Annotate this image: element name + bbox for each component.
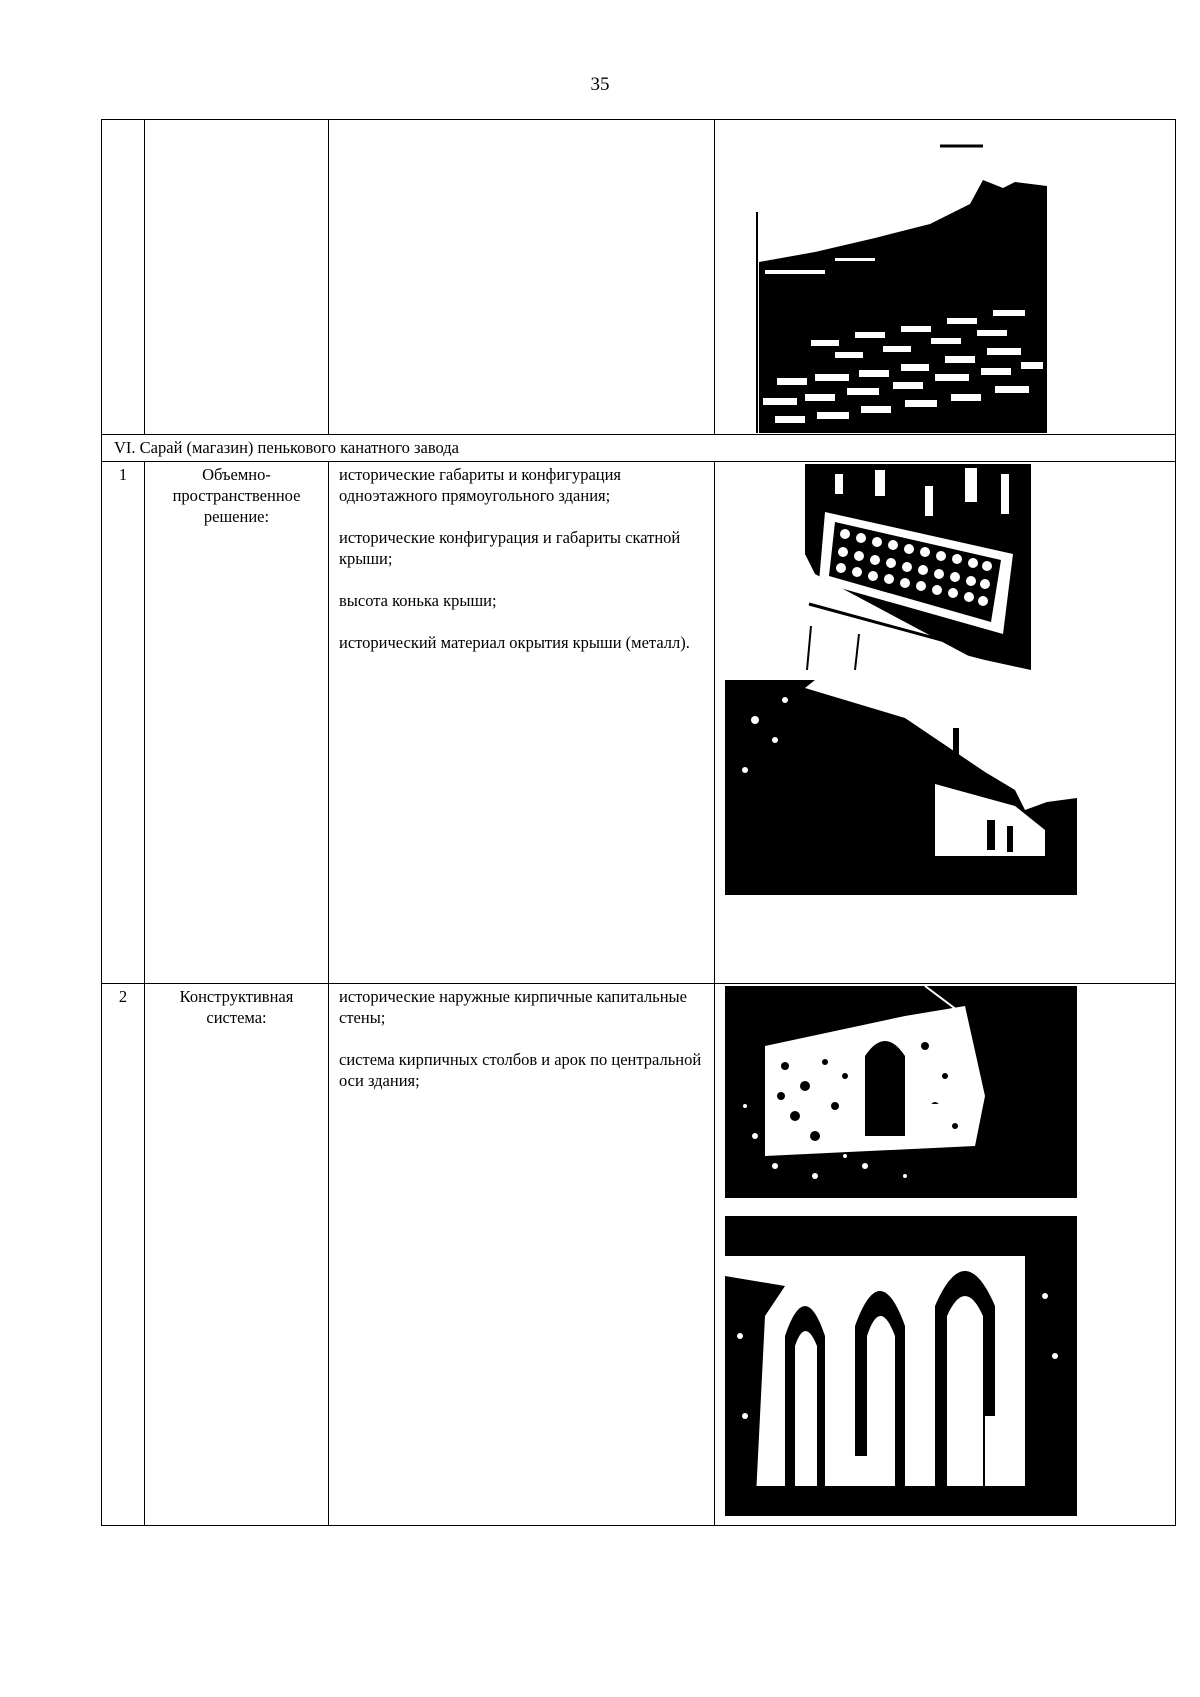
element-name: Конструктивная система: [145, 984, 329, 1526]
table-row [102, 462, 1176, 984]
photo-brick-wall-arch [725, 986, 1077, 1198]
list-item: исторические наружные кирпичные капитальные стены; [339, 987, 687, 1027]
element-name: Объемно- пространственное решение: [145, 462, 329, 984]
row-number: 1 [102, 462, 145, 984]
section-header-row [102, 435, 1176, 462]
continuation-desc-cell [329, 120, 715, 435]
section-title: VI. Сарай (магазин) пенькового канатного завода [102, 435, 1176, 462]
continuation-photo-cell [715, 120, 1176, 435]
list-item: высота конька крыши; [339, 591, 497, 610]
photo-cell [715, 984, 1176, 1526]
page-number: 35 [590, 74, 610, 95]
element-description [329, 984, 715, 1526]
list-item: исторические конфигурация и габариты скатной крыши; [339, 528, 681, 568]
photo-barn-exterior [725, 680, 1077, 895]
photo-cell [715, 462, 1176, 984]
list-item: исторический материал окрытия крыши (металл). [339, 633, 690, 652]
heritage-table [101, 119, 1176, 1526]
element-description [329, 462, 715, 984]
continuation-num-cell [102, 120, 145, 435]
continuation-element-cell [145, 120, 329, 435]
row-number: 2 [102, 984, 145, 1526]
continuation-row [102, 120, 1176, 435]
photo-interior-arches [725, 1216, 1077, 1516]
table-row [102, 984, 1176, 1526]
list-item: система кирпичных столбов и арок по центральной оси здания; [339, 1050, 702, 1090]
list-item: исторические габариты и конфигурация одноэтажного прямоугольного здания; [339, 465, 622, 505]
photo-brick-wall-top [755, 142, 1047, 433]
photo-roof-vent-grid [805, 464, 1031, 670]
